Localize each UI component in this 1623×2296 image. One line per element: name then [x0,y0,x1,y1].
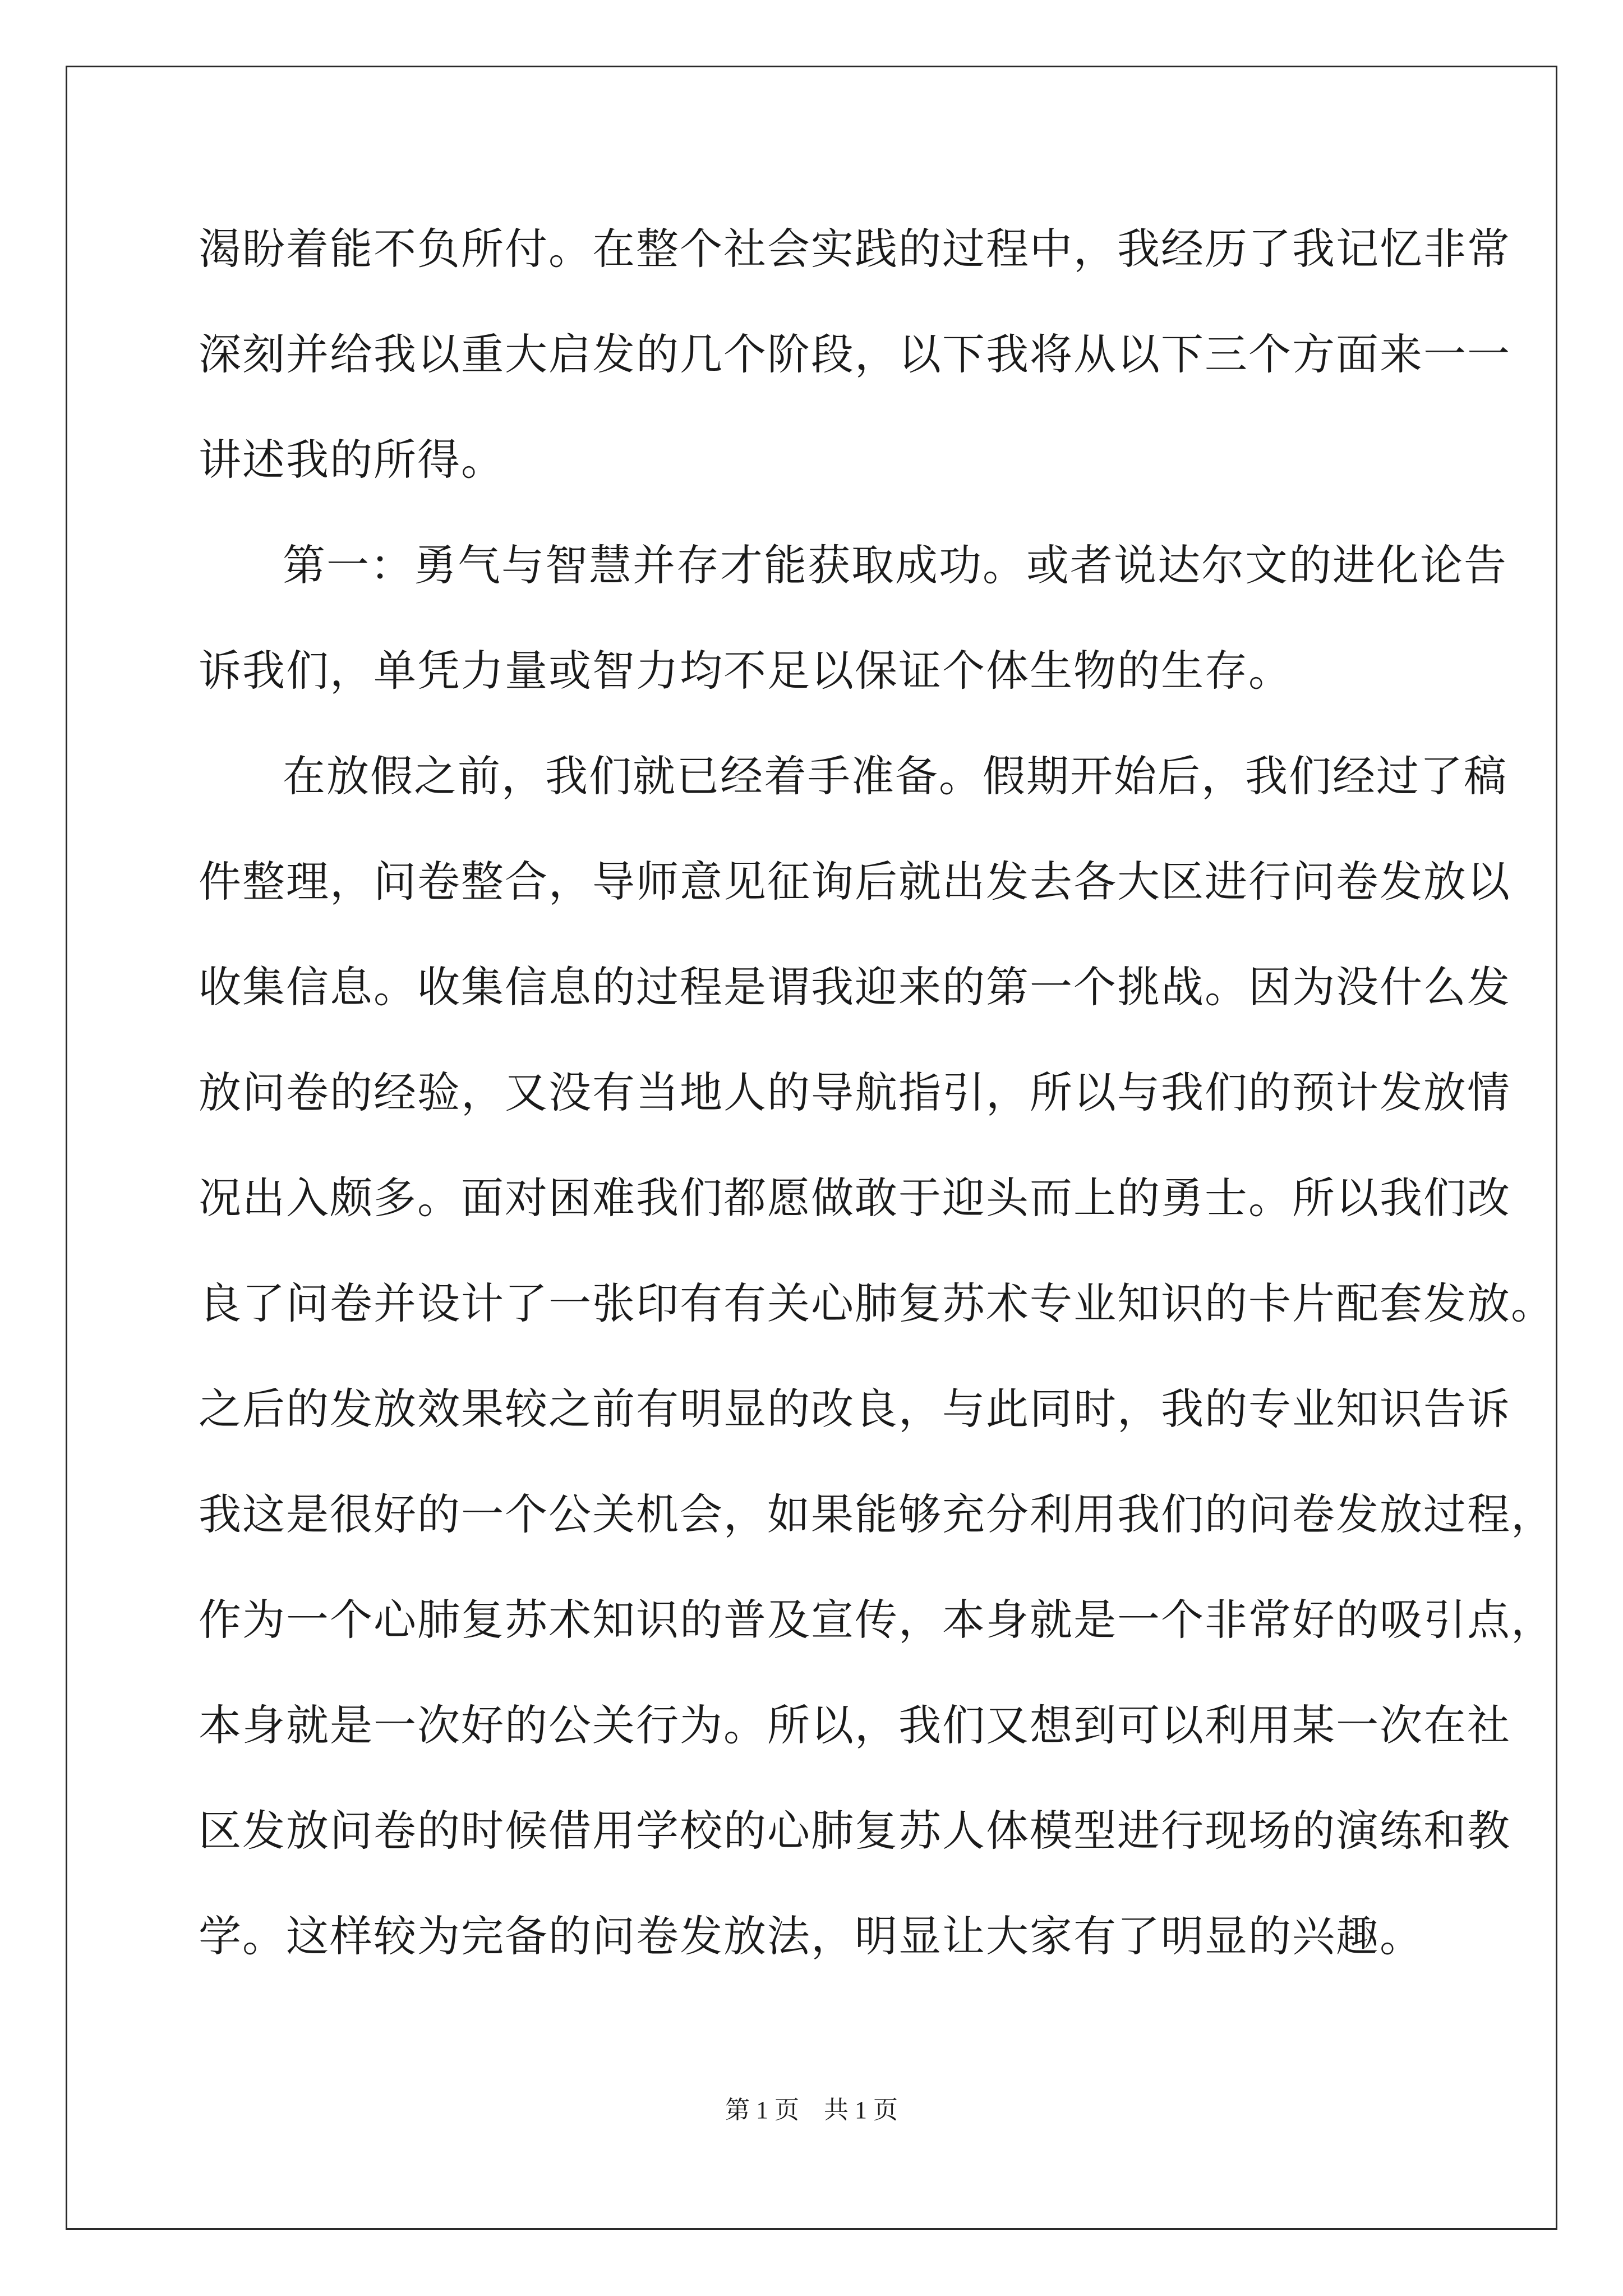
text-line: 本身就是一次好的公关行为。所以，我们又想到可以利用某一次在社 [199,1700,1511,1750]
text-line: 学。这样较为完备的问卷发放法，明显让大家有了明显的兴趣。 [199,1911,1423,1961]
text-line: 第一：勇气与智慧并存才能获取成功。或者说达尔文的进化论告 [283,540,1507,590]
text-line: 放问卷的经验，又没有当地人的导航指引，所以与我们的预计发放情 [199,1068,1511,1117]
text-line: 深刻并给我以重大启发的几个阶段，以下我将从以下三个方面来一一 [199,329,1511,379]
text-line: 良了问卷并设计了一张印有有关心肺复苏术专业知识的卡片配套发放。 [199,1278,1555,1328]
text-line: 收集信息。收集信息的过程是谓我迎来的第一个挑战。因为没什么发 [199,962,1511,1012]
text-line: 件整理，问卷整合，导师意见征询后就出发去各大区进行问卷发放以 [199,857,1511,907]
text-line: 诉我们，单凭力量或智力均不足以保证个体生物的生存。 [199,646,1292,696]
page-footer: 第 1 页 共 1 页 [725,2096,898,2124]
text-line: 在放假之前，我们就已经着手准备。假期开始后，我们经过了稿 [283,751,1507,801]
text-line: 作为一个心肺复苏术知识的普及宣传，本身就是一个非常好的吸引点， [199,1595,1555,1645]
document-body [199,196,1555,1989]
text-line: 况出入颇多。面对困难我们都愿做敢于迎头而上的勇士。所以我们改 [199,1173,1511,1223]
text-line: 讲述我的所得。 [199,435,505,485]
text-line: 区发放问卷的时候借用学校的心肺复苏人体模型进行现场的演练和教 [199,1806,1511,1856]
text-line: 渴盼着能不负所付。在整个社会实践的过程中，我经历了我记忆非常 [199,224,1511,274]
text-line: 我这是很好的一个公关机会，如果能够充分利用我们的问卷发放过程， [199,1489,1555,1539]
text-line: 之后的发放效果较之前有明显的改良，与此同时，我的专业知识告诉 [199,1384,1511,1434]
